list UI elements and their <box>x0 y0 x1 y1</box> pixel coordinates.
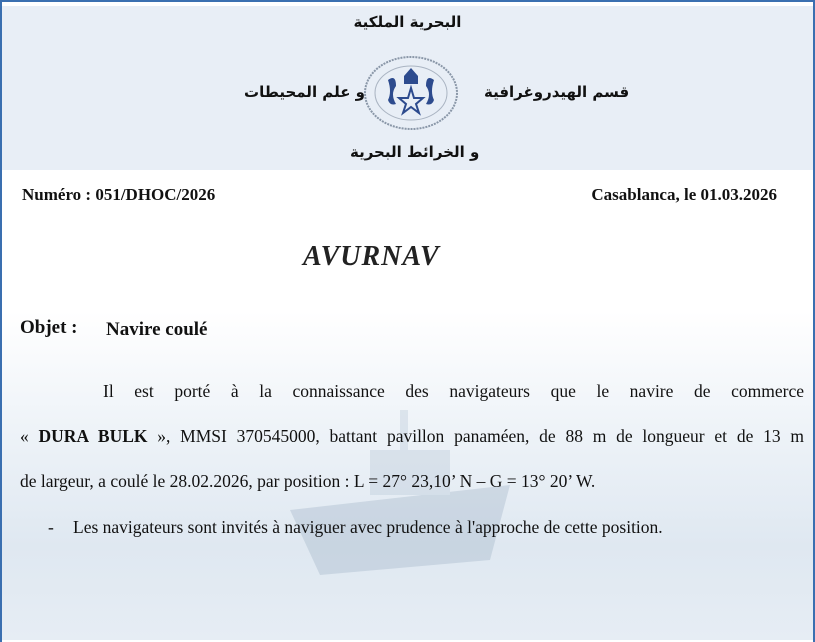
objet-label: Objet : <box>20 317 78 338</box>
document-title: AVURNAV <box>303 241 440 272</box>
bullet-dash: - <box>48 517 54 537</box>
ship-name: DURA BULK <box>38 426 148 446</box>
reference-number: Numéro : 051/DHOC/2026 <box>22 185 216 204</box>
ar-title: البحرية الملكية <box>353 13 462 31</box>
body-line-2 <box>20 426 804 447</box>
ar-left-text: و علم المحيطات <box>244 83 365 101</box>
quote-open: « <box>20 426 39 446</box>
objet-value: Navire coulé <box>106 319 208 340</box>
body-line-3: de largeur, a coulé le 28.02.2026, par position : L = 27° 23,10’ N – G = 13° 20’ W. <box>20 471 596 491</box>
ar-right-text: قسم الهيدروغرافية <box>484 83 630 101</box>
place-date: Casablanca, le 01.03.2026 <box>591 185 777 204</box>
royal-navy-emblem-icon <box>362 54 460 132</box>
body-line-1: Il est porté à la connaissance des navigateurs que le navire de commerce <box>103 381 804 401</box>
advisory-bullet: Les navigateurs sont invités à naviguer avec prudence à l'approche de cette position. <box>73 517 663 537</box>
body-line-2-rest: », MMSI 370545000, battant pavillon panaméen, de 88 m de longueur et de 13 m <box>147 426 805 446</box>
ar-bottom-text: و الخرائط البحرية <box>350 143 480 161</box>
